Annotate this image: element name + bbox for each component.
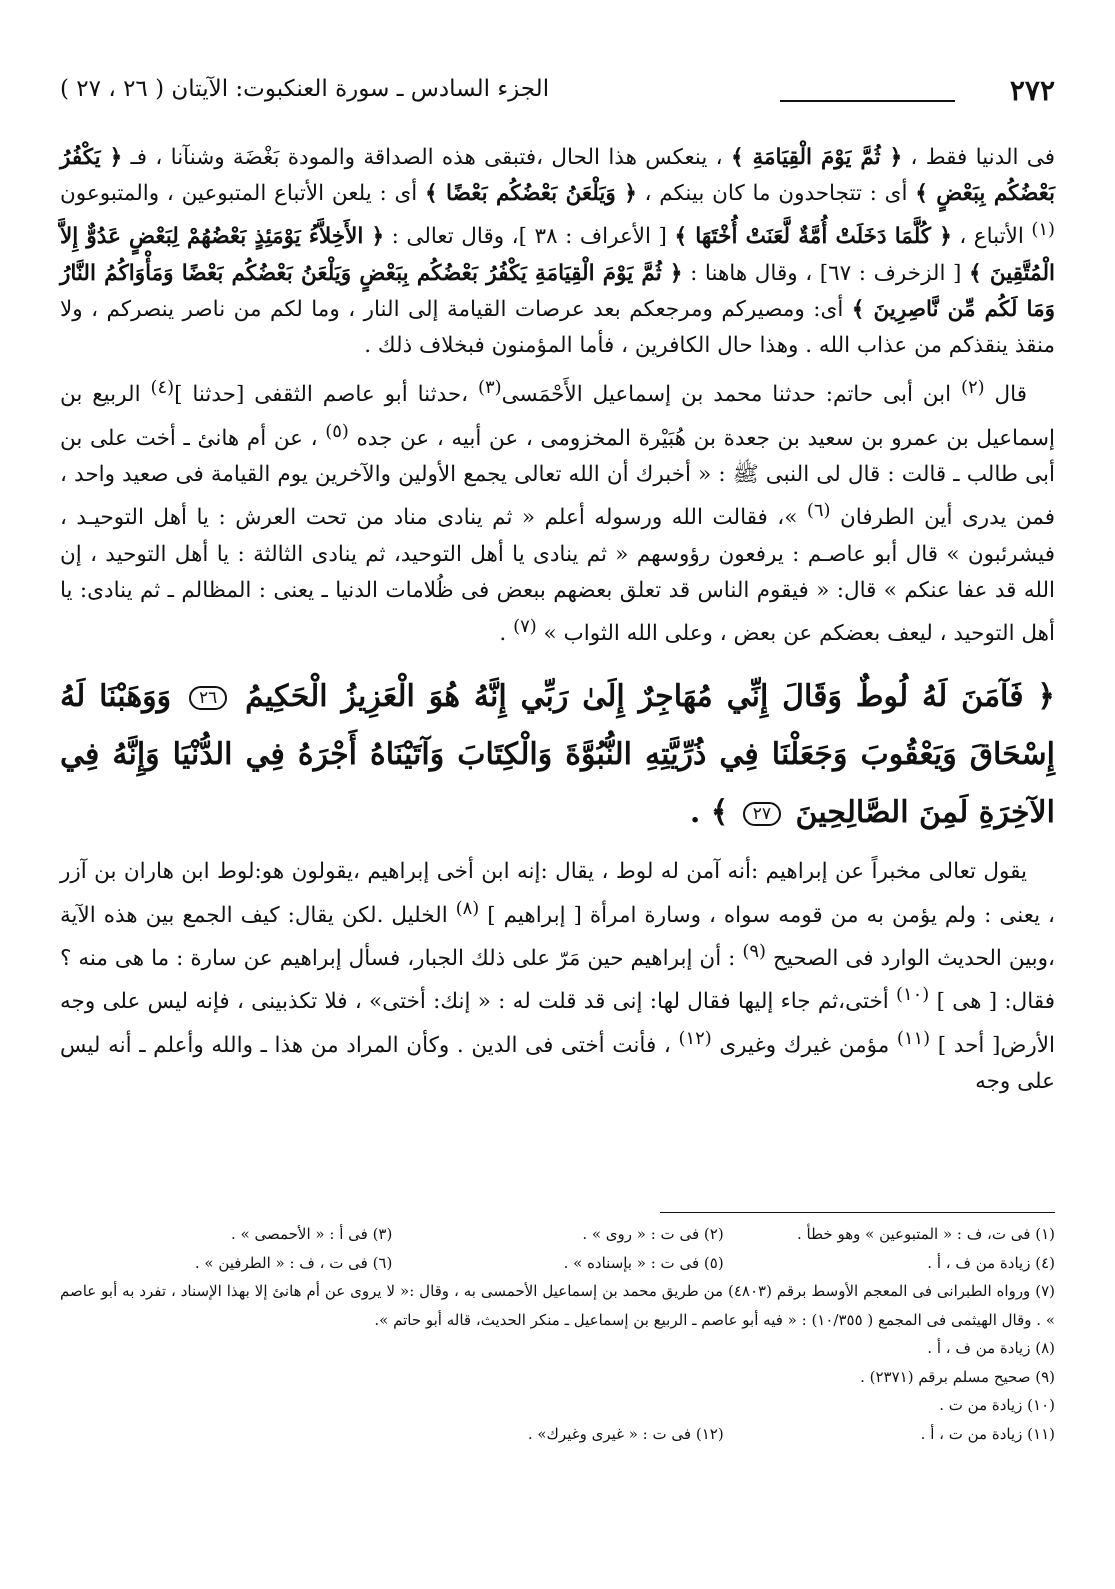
ayah-number-marker: ٢٦ [189,686,227,710]
footnote-1: (١) فى ت، ف : « المتبوعين » وهو خطأ . [797,1225,1055,1243]
quran-quote: ﴿ الأَخِلاَّءُ يَوْمَئِذٍ بَعْضُهُمْ لِبَعْضٍ عَدُوٌّ إِلاَّ الْمُتَّقِينَ ﴾ [60,224,1056,286]
text-span: الأتباع ، [951,224,1032,250]
text-span: الربيع بن إسماعيل بن عمرو بن سعيد بن جعدة بن هُبَيْرة المخزومى ، عن أبيه ، عن جده [60,382,1055,451]
text-span: أى: ومصيركم ومرجعكم بعد عرصات القيامة إلى النار ، وما لكم من ناصر ينصركم ، ولا منقذ ينقذكم من عذاب الله . وهذا حال الكافرين ، فأما المؤمنون فبخلاف ذلك . [60,296,1055,359]
header-rule [780,100,955,102]
paragraph-hadith [60,370,1055,652]
footnote-ref: (١) [1031,219,1055,241]
text-span: ، فأنت أختى فى الدين . وكأن المراد من هذا ـ والله وأعلم ـ أنه ليس على وجه [60,1032,1055,1095]
footnote-separator [660,1212,1055,1213]
footnote-4: (٤) زيادة من ف ، أ . [927,1253,1055,1272]
text-span: أختى،ثم جاء إليها فقال لها: إنى قد قلت له : « إنك: أختى» ، فلا تكذبينى ، فإنه ليس على وجه الأرض[ أحد ] [60,989,1055,1058]
quran-quote: ﴿ ثُمَّ يَوْمَ الْقِيَامَةِ يَكْفُرُ بَعْضُكُم بِبَعْضٍ وَيَلْعَنُ بَعْضُكُم بَعْضًا وَمَأْوَاكُمُ النَّارُ وَمَا لَكُم مِّن نَّاصِرِينَ ﴾ [60,260,1055,322]
paragraph-commentary-1 [60,140,1055,364]
footnote-7: (٧) ورواه الطبرانى فى المعجم الأوسط برقم (٤٨٠٣) من طريق محمد بن إسماعيل الأحمسى به ، وقال :« لا يروى عن أم هانئ إلا بهذا الإسناد ، تفرد به أبو عاصم » . وقال الهيثمى فى المجمع ( ١٠/٣٥٥) : « فيه أبو عاصم ـ الربيع بن إسماعيل ـ منكر الحديث، قاله أبو حاتم ». [60,1282,1055,1329]
text-span: ،حدثنا أبو عاصم الثقفى [حدثنا ] [174,382,479,408]
text-span: ابن أبى حاتم: حدثنا محمد بن إسماعيل الأَحْمَسى [501,382,962,408]
footnote-5: (٥) فى ت : « بإسناده » . [563,1253,724,1272]
text-span: فى الدنيا فقط ، [902,145,1055,170]
footnote-ref: (١٢) [678,1027,712,1049]
quran-quote: ﴿ ثُمَّ يَوْمَ الْقِيَامَةِ ﴾ [730,145,903,170]
quran-quote: ﴿ كُلَّمَا دَخَلَتْ أُمَّةٌ لَّعَنَتْ أُخْتَهَا ﴾ [674,224,952,250]
footnote-10: (١٠) زيادة من ت . [939,1396,1055,1414]
text-span: يقول تعالى مخبراً عن إبراهيم :أنه آمن له لوط ، يقال :إنه ابن أخى إبراهيم ،يقولون هو:لوط ابن هاران بن آزر ، يعنى : ولم يؤمن به من قومه سواه ، وسارة امرأة [ إبراهيم ] [60,859,1055,928]
text-span: قال [984,382,1027,408]
footnote-ref: (٤) [150,377,175,399]
footnote-ref: (١٠) [896,984,930,1006]
verse-text: وَوَهَبْنَا لَهُ إِسْحَاقَ وَيَعْقُوبَ وَجَعَلْنَا فِي ذُرِّيَّتِهِ النُّبُوَّةَ وَالْكِتَابَ وَآتَيْنَاهُ أَجْرَهُ فِي الدُّنْيَا وَإِنَّهُ فِي الآخِرَةِ لَمِنَ الصَّالِحِينَ [60,679,1055,831]
running-head: الجزء السادس ـ سورة العنكبوت: الآيتان ( ٢٦ ، ٢٧ ) [60,76,550,102]
footnote-row [60,1220,1055,1249]
main-text [60,140,1055,1100]
ornate-bracket-open: ﴿ [1037,679,1055,715]
footnote-row [60,1249,1055,1278]
footnote-8: (٨) زيادة من ف ، أ . [927,1339,1055,1357]
text-span: أى : تتجاحدون ما كان بينكم ، [636,181,916,207]
footnote-row [60,1420,1055,1449]
quran-quote: ﴿ وَيَلْعَنُ بَعْضُكُم بَعْضًا ﴾ [425,181,637,207]
text-span: الخليل .لكن يقال: كيف الجمع بين هذه الآية ،وبين الحديث الوارد فى الصحيح [60,902,1055,972]
text-span: : أن إبراهيم حين مَرّ على ذلك الجبار، فسأل إبراهيم عن سارة : ما هى منه ؟ فقال: [ هى ] [60,946,1055,1015]
footnote-3: (٣) فى أ : « الأحمصى » . [231,1225,393,1243]
footnote-11: (١١) زيادة من ت ، أ . [920,1424,1055,1443]
page-header [60,68,1055,108]
quran-quote: ﴿ يَكْفُرُ بَعْضُكُم بِبَعْضٍ ﴾ [60,145,1056,207]
ayah-number-marker: ٢٧ [743,802,781,826]
text-span: مؤمن غيرك وغيرى [711,1032,897,1058]
footnote-ref: (٢) [961,377,985,399]
text-span: ، ينعكس هذا الحال ،فتبقى هذه الصداقة والمودة بَغْضَة وشنآنا ، فـ [122,145,731,170]
text-span: أى : يلعن الأتباع المتبوعين ، والمتبوعون [60,181,426,207]
text-span: ، عن أم هانئ ـ أخت على بن أبى طالب ـ قالت : قال لى النبى ﷺ : « أخبرك أن الله تعالى يجمع الأولين والآخرين يوم القيامة فى صعيد واحد ، فمن يدرى أين الطرفان [60,425,1055,531]
quran-verse-block [60,668,1055,842]
text-span: [ الزخرف : ٦٧] ، وقال هاهنا : [682,260,969,286]
footnote-ref: (٧) [513,616,537,638]
footnote-2: (٢) فى ت : « روى » . [582,1225,724,1243]
footnote-ref: (٣) [478,377,502,399]
text-span: . [499,621,514,647]
text-span: »، فقالت الله ورسوله أعلم « ثم ينادى مناد من تحت العرش : يا أهل التوحيـد ، فيشرئبون » قال أبو عاصـم : يرفعون رؤوسهم « ثم ينادى يا أهل التوحيد، ثم ينادى الثالثة : يا أهل التوحيد ، إن الله قد عفا عنكم » قال: « فيقوم الناس قد تعلق بعضهم ببعض فى ظُلامات الدنيا ـ يعنى : المظالم ـ ثم ينادى: يا أهل التوحيد ، ليعف بعضكم عن بعض ، وعلى الله الثواب » [60,505,1055,647]
paragraph-commentary-2 [60,854,1055,1100]
footnotes [60,1220,1055,1448]
footnote-ref: (٨) [455,897,480,919]
book-page [60,0,1055,1589]
footnote-12: (١٢) فى ت : « غيرى وغيرك» . [527,1424,724,1443]
footnote-ref: (٥) [325,420,349,442]
footnote-ref: (١١) [896,1027,931,1049]
footnote-ref: (٦) [806,500,831,522]
ornate-bracket-close: ﴾ . [689,795,729,831]
text-span: [ الأعراف : ٣٨ ]، وقال تعالى : [384,224,675,250]
footnote-6: (٦) فى ت ، ف : « الطرفين » . [194,1253,393,1272]
footnote-9: (٩) صحيح مسلم برقم (٢٣٧١) . [860,1367,1055,1386]
verse-text: فَآمَنَ لَهُ لُوطٌ وَقَالَ إِنِّي مُهَاجِرٌ إِلَىٰ رَبِّي إِنَّهُ هُوَ الْعَزِيزُ الْحَكِيمُ [245,679,1024,715]
footnote-ref: (٩) [742,940,766,962]
page-number: ٢٧٢ [1009,74,1055,107]
